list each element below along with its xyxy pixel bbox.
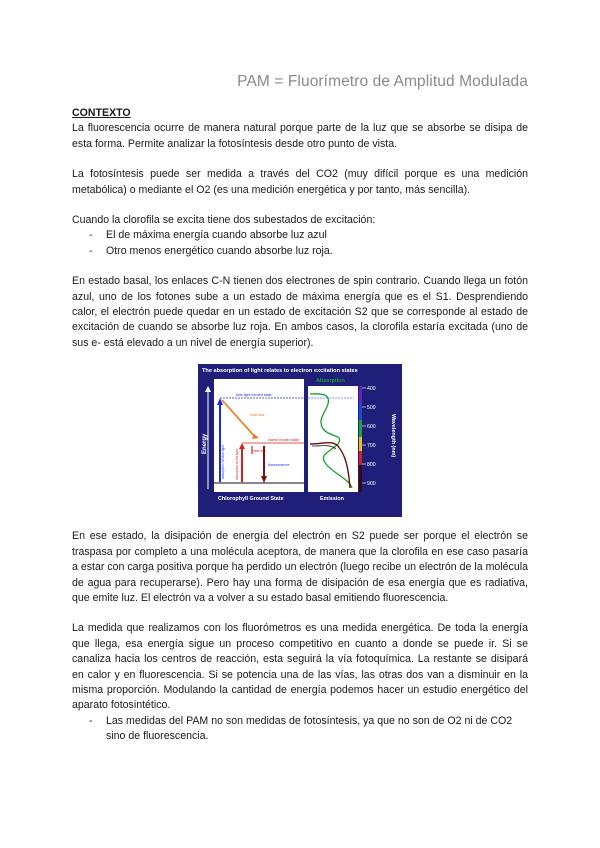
tick-label: 700 (367, 443, 376, 450)
tick-label: 600 (367, 424, 376, 431)
paragraph: En ese estado, la disipación de energía del electrón en S2 puede ser porque el electrón se traspasa por completo a una molécula aceptora, de manera que la clorofila en ese caso pasaría a estar con carga positiva porque ha perdido un electrón (luego recibe un electrón de la molécula de agua para recuperarse). Pero hay una forma de disipación de esa energía que es radiativa, que emite luz. El electrón va a volver a su estado basal emitiendo fluorescencia. (72, 530, 528, 604)
final-list (72, 714, 528, 745)
paragraph: La fluorescencia ocurre de manera natural porque parte de la luz que se absorbe se disipa de esta forma. Permite analizar la fotosíntesis desde otro punto de vista. (72, 122, 528, 150)
paragraph: La fotosíntesis puede ser medida a través del CO2 (muy difícil porque es una medición metabólica) o mediante el O2 (es una medición energética y por tanto, más sencilla). (72, 168, 528, 196)
absorb-blue-label: absorption of blue light (221, 445, 225, 480)
tick-label: 900 (367, 481, 376, 488)
blue-state-label: blue light excited state (236, 393, 272, 398)
excitation-diagram (198, 364, 402, 517)
heat-label-2: heat loss (253, 449, 266, 454)
fluorescence-label: fluorescence (268, 463, 290, 468)
red-state-label: lowest excited state (268, 438, 300, 443)
paragraph: La medida que realizamos con los fluorómetros es una medida energética. De toda la energía que llega, esa energía sigue un proceso competitivo en cuanto a donde se puede ir. Si se canaliza hacia los centros de reacción, esta seguirá la vía fotoquímica. La restante se disipará en calor y en fluorescencia. Si se potencia una de las vías, las otras dos van a disminuir en la misma proporción. Modulando la cantidad de energía podemos hacer un estudio energético del aparato fotosintético. (72, 622, 528, 712)
figure-title: The absorption of light relates to electron excitation states (202, 368, 358, 375)
document-body (72, 106, 528, 745)
wavelength-label: Wavelength (nm) (390, 414, 396, 458)
energy-label: Energy (202, 433, 208, 455)
tick-label: 800 (367, 462, 376, 469)
paragraph: Cuando la clorofila se excita tiene dos subestados de excitación: (72, 214, 376, 227)
tick-label: 400 (367, 386, 376, 393)
ground-label: Chlorophyll Ground State (218, 496, 284, 503)
list-item: - Otro menos energético cuando absorbe luz roja. (72, 244, 528, 259)
absorption-label: Absorption (316, 378, 345, 385)
spectrum-panel (308, 386, 358, 492)
page-title: PAM = Fluorímetro de Amplitud Modulada (237, 73, 528, 90)
absorb-red-label: absorption of red light (235, 449, 239, 481)
heat-label-1: heat loss (250, 413, 265, 418)
list-item: - El de máxima energía cuando absorbe luz azul (72, 228, 528, 243)
excitation-list (72, 228, 528, 259)
list-item: - Las medidas del PAM no son medidas de fotosíntesis, ya que no son de O2 ni de CO2 sino de fluorescencia. (72, 714, 528, 745)
emission-label: Emission (320, 496, 344, 503)
paragraph: En estado basal, los enlaces C-N tienen dos electrones de spin contrario. Cuando llega un fotón azul, uno de los fotones sube a un estado de máxima energía que es el S1. Desprendiendo calor, el electrón puede quedar en un estado de excitación S2 que se corresponde al estado de excitación de cuando se absorbe luz roja. En ambos casos, la clorofila estaría excitada (uno de sus e- está elevado a un nivel de energía superior). (72, 275, 528, 349)
section-heading: CONTEXTO (72, 107, 131, 119)
tick-label: 500 (367, 405, 376, 412)
